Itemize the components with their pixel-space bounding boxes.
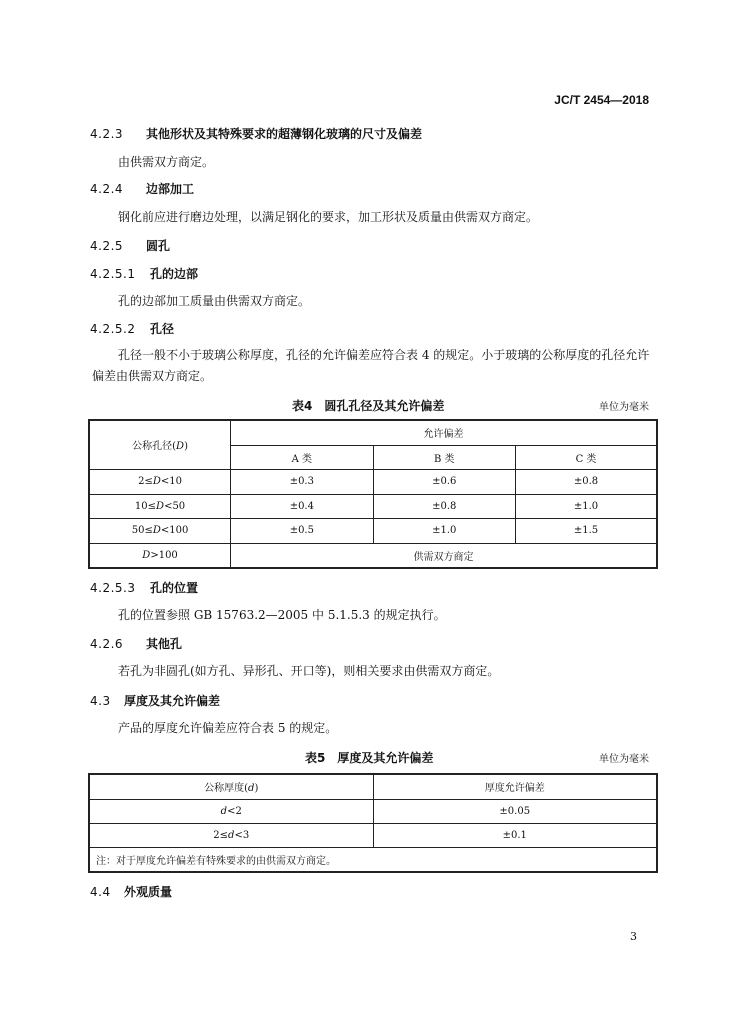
table5-note: 注：对于厚度允许偏差有特殊要求的由供需双方商定。 [89,847,657,872]
section-heading-4-2-5-3 [90,579,198,596]
section-number: 4.2.4 [90,182,124,196]
table4 [88,419,658,569]
table5-unit: 单位为毫米 [599,754,649,765]
table-cell: ±0.6 [373,469,515,494]
table5-header-thickness: 公称厚度(d) [89,774,373,799]
table4-caption: 表4 圆孔孔径及其允许偏差 [292,399,445,413]
section-heading-4-2-6 [90,635,182,652]
table-cell-range: 50≤D<100 [89,518,231,543]
table5-caption: 表5 厚度及其允许偏差 [305,751,434,765]
table4-header-class-b: B 类 [373,445,515,469]
table-row [89,799,657,823]
table4-header-diameter: 公称孔径(D) [89,420,231,469]
section-heading-4-2-5-2 [90,320,174,337]
section-number: 4.3 [90,694,111,708]
section-number: 4.2.3 [90,127,124,141]
section-heading-4-2-5-1 [90,265,198,282]
table-cell: ±1.0 [373,518,515,543]
section-number: 4.2.6 [90,637,124,651]
section-number: 4.2.5.1 [90,267,136,281]
table-cell-range: 10≤D<50 [89,494,231,518]
section-heading-4-2-4 [90,180,194,197]
table5 [88,773,658,873]
paragraph-4-2-6: 若孔为非圆孔(如方孔、异形孔、开口等)，则相关要求由供需双方商定。 [118,664,500,678]
table-cell: ±1.0 [516,494,657,518]
paragraph-4-2-5-1: 孔的边部加工质量由供需双方商定。 [118,294,311,308]
table-cell-range: 2≤D<10 [89,469,231,494]
section-title: 孔的边部 [150,267,199,281]
section-title: 孔径 [150,322,175,336]
section-number: 4.2.5.3 [90,581,136,595]
section-title: 孔的位置 [150,581,199,595]
table4-header-tolerance: 允许偏差 [231,420,657,445]
page-number: 3 [630,930,637,943]
table-cell: ±0.1 [373,823,657,847]
table-cell: ±0.8 [516,469,657,494]
standard-code: JC/T 2454—2018 [554,93,649,107]
section-heading-4-2-3 [90,125,422,142]
table-cell: 供需双方商定 [231,543,657,568]
table-cell: ±1.5 [516,518,657,543]
section-number: 4.2.5 [90,239,124,253]
table-row [89,823,657,847]
table-row [89,543,657,568]
table-cell: ±0.4 [231,494,373,518]
table-cell: ±0.3 [231,469,373,494]
table-cell-range: D>100 [89,543,231,568]
table-cell-range: d<2 [89,799,373,823]
table4-unit: 单位为毫米 [599,402,649,413]
paragraph-4-2-4: 钢化前应进行磨边处理，以满足钢化的要求，加工形状及质量由供需双方商定。 [118,210,539,224]
paragraph-4-2-5-2: 孔径一般不小于玻璃公称厚度，孔径的允许偏差应符合表 4 的规定。小于玻璃的公称厚度的孔径允许偏差由供需双方商定。 [92,348,650,383]
table-cell: ±0.05 [373,799,657,823]
table4-header-class-c: C 类 [516,445,657,469]
table4-header-class-a: A 类 [231,445,373,469]
table-row [89,494,657,518]
section-heading-4-4 [90,883,172,900]
section-title: 边部加工 [146,182,195,196]
section-heading-4-2-5 [90,237,170,254]
section-number: 4.4 [90,885,111,899]
table-cell-range: 2≤d<3 [89,823,373,847]
paragraph-4-3: 产品的厚度允许偏差应符合表 5 的规定。 [118,721,338,735]
table-cell: ±0.8 [373,494,515,518]
section-title: 厚度及其允许偏差 [124,694,221,708]
section-heading-4-3 [90,692,220,709]
table-row [89,469,657,494]
table5-header-tolerance: 厚度允许偏差 [373,774,657,799]
section-title: 其他孔 [146,637,183,651]
section-number: 4.2.5.2 [90,322,136,336]
section-title: 圆孔 [146,239,171,253]
paragraph-4-2-3: 由供需双方商定。 [118,155,215,169]
section-title: 其他形状及其特殊要求的超薄钢化玻璃的尺寸及偏差 [146,127,423,141]
section-title: 外观质量 [124,885,173,899]
table-row [89,518,657,543]
paragraph-4-2-5-3: 孔的位置参照 GB 15763.2—2005 中 5.1.5.3 的规定执行。 [118,608,446,622]
table-cell: ±0.5 [231,518,373,543]
